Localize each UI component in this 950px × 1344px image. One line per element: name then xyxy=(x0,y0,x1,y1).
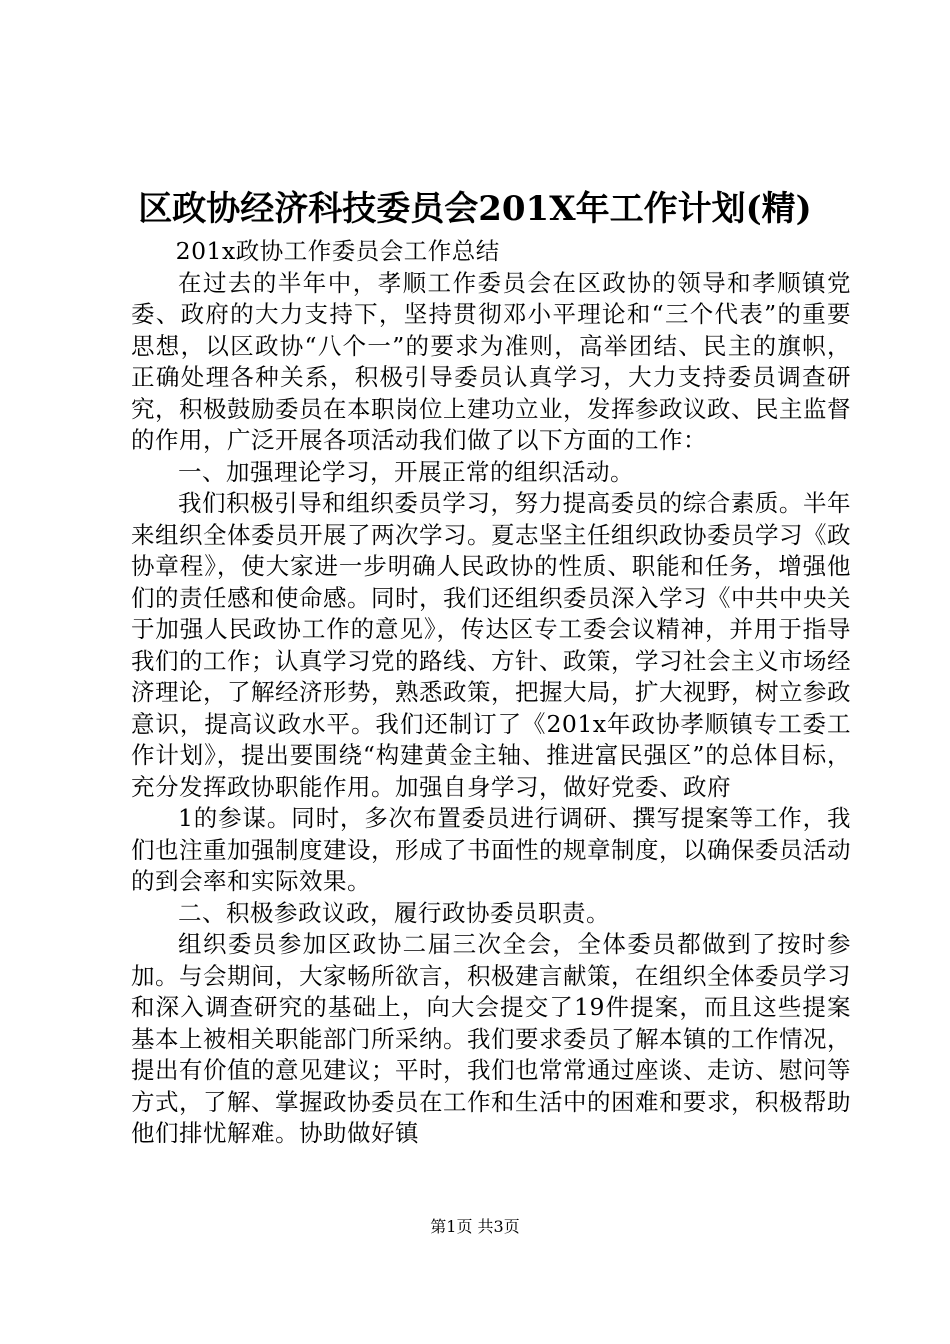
section-heading-1: 一、加强理论学习，开展正常的组织活动。 xyxy=(178,457,634,486)
document-body xyxy=(131,236,851,1150)
document-title: 区政协经济科技委员会201X年工作计划(精) xyxy=(138,189,812,229)
paragraph-continued: 1的参谋。同时，多次布置委员进行调研、撰写提案等工作，我们也注重加强制度建设，形成了书面性的规章制度，以确保委员活动的到会率和实际效果。 xyxy=(131,804,851,895)
document-subtitle: 201x政协工作委员会工作总结 xyxy=(175,237,500,265)
paragraph-participation: 组织委员参加区政协二届三次全会，全体委员都做到了按时参加。与会期间，大家畅所欲言，积极建言献策，在组织全体委员学习和深入调查研究的基础上，向大会提交了19件提案，而且这些提案基本上被相关职能部门所采纳。我们要求委员了解本镇的工作情况，提出有价值的意见建议；平时，我们也常常通过座谈、走访、慰问等方式，了解、掌握政协委员在工作和生活中的困难和要求，积极帮助他们排忧解难。协助做好镇 xyxy=(131,930,851,1147)
paragraph-study: 我们积极引导和组织委员学习，努力提高委员的综合素质。半年来组织全体委员开展了两次学习。夏志坚主任组织政协委员学习《政协章程》，使大家进一步明确人民政协的性质、职能和任务，增强他们的责任感和使命感。同时，我们还组织委员深入学习《中共中央关于加强人民政协工作的意见》，传达区专工委会议精神，并用于指导我们的工作；认真学习党的路线、方针、政策，学习社会主义市场经济理论，了解经济形势，熟悉政策，把握大局，扩大视野，树立参政意识，提高议政水平。我们还制订了《201x年政协孝顺镇专工委工作计划》，提出要围绕“构建黄金主轴、推进富民强区”的总体目标，充分发挥政协职能作用。加强自身学习，做好党委、政府 xyxy=(131,489,851,801)
section-heading-2: 二、积极参政议政，履行政协委员职责。 xyxy=(178,898,610,927)
paragraph-intro: 在过去的半年中，孝顺工作委员会在区政协的领导和孝顺镇党委、政府的大力支持下，坚持贯彻邓小平理论和“三个代表”的重要思想，以区政协“八个一”的要求为准则，高举团结、民主的旗帜，正确处理各种关系，积极引导委员认真学习，大力支持委员调查研究，积极鼓励委员在本职岗位上建功立业，发挥参政议政、民主监督的作用，广泛开展各项活动我们做了以下方面的工作： xyxy=(131,268,851,454)
page-footer: 第1页 共3页 xyxy=(430,1217,520,1236)
